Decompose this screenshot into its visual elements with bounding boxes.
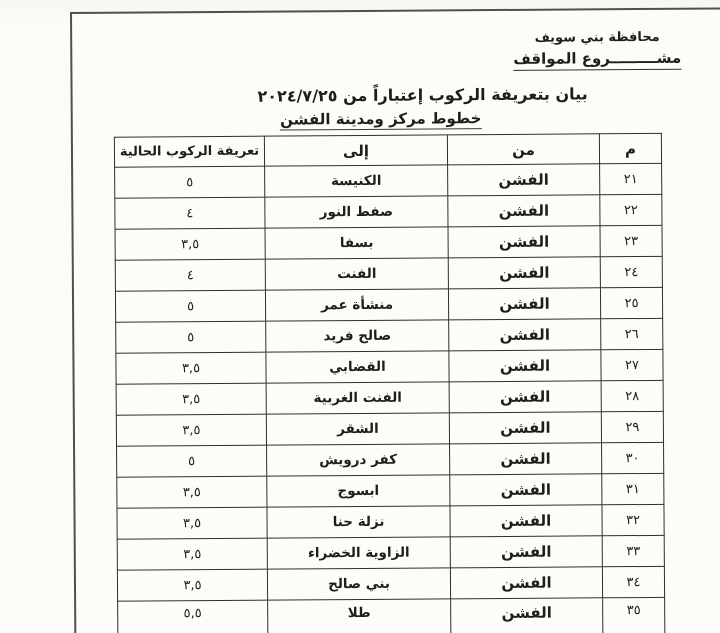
cell-to: طلا <box>268 599 451 633</box>
table-row <box>116 380 663 415</box>
cell-from: الفشن <box>449 350 601 382</box>
table-row <box>117 442 664 477</box>
fare-table-header <box>114 133 661 167</box>
table-row <box>115 194 662 229</box>
column-header-to: إلى <box>264 135 447 166</box>
cell-line-number: ٣٥ <box>603 597 665 633</box>
cell-fare: ٥,٥ <box>118 600 268 633</box>
cell-line-number: ٢٨ <box>601 380 663 411</box>
paper-page <box>70 7 720 633</box>
cell-to: صالح فريد <box>266 320 449 352</box>
cell-to: الكنيسة <box>265 165 448 197</box>
cell-from: الفشن <box>450 567 602 599</box>
org-header <box>492 30 702 71</box>
cell-line-number: ٢٥ <box>600 287 662 318</box>
cell-fare: ٣,٥ <box>116 383 266 415</box>
table-row <box>115 163 662 198</box>
cell-fare: ٣,٥ <box>117 569 267 601</box>
cell-to: الفنت الغربية <box>266 382 449 414</box>
cell-to: نزلة حنا <box>267 506 450 538</box>
column-header-fare: تعريفة الركوب الحالية <box>114 136 264 167</box>
cell-line-number: ٢٩ <box>601 411 663 442</box>
cell-from: الفشن <box>451 598 603 633</box>
cell-line-number: ٢٢ <box>600 194 662 225</box>
cell-to: كفر درويش <box>267 444 450 476</box>
cell-from: الفشن <box>448 257 600 289</box>
cell-from: الفشن <box>448 288 600 320</box>
document-title: بيان بتعريفة الركوب إعتباراً من ٢٠٢٤/٧/٢٥ <box>257 84 588 106</box>
table-row <box>115 287 662 322</box>
table-row <box>115 256 662 291</box>
cell-from: الفشن <box>448 195 600 227</box>
cell-from: الفشن <box>449 412 601 444</box>
table-row <box>116 349 663 384</box>
governorate-name: محافظة بني سويف <box>534 29 660 46</box>
cell-line-number: ٢٣ <box>600 225 662 256</box>
cell-fare: ٤ <box>115 197 265 229</box>
cell-fare: ٥ <box>115 290 265 322</box>
cell-line-number: ٢٦ <box>601 318 663 349</box>
cell-to: القضابي <box>266 351 449 383</box>
cell-from: الفشن <box>448 226 600 258</box>
cell-to: ابسوج <box>267 475 450 507</box>
table-row <box>117 473 664 508</box>
table-row <box>118 597 665 633</box>
cell-fare: ٤ <box>115 259 265 291</box>
cell-from: الفشن <box>450 505 602 537</box>
cell-fare: ٣,٥ <box>117 507 267 539</box>
cell-to: منشأة عمر <box>265 289 448 321</box>
column-header-from: من <box>447 134 599 165</box>
cell-to: بني صالح <box>267 568 450 600</box>
cell-line-number: ٣١ <box>602 473 664 504</box>
table-row <box>116 411 663 446</box>
cell-fare: ٥ <box>115 166 265 198</box>
fare-table-body <box>115 163 665 633</box>
header-row <box>114 133 661 167</box>
table-row <box>117 504 664 539</box>
column-header-number: م <box>599 133 661 163</box>
cell-from: الفشن <box>450 474 602 506</box>
cell-from: الفشن <box>450 443 602 475</box>
cell-from: الفشن <box>450 536 602 568</box>
cell-fare: ٣,٥ <box>116 414 266 446</box>
project-name-wrap <box>492 48 702 71</box>
cell-line-number: ٢٧ <box>601 349 663 380</box>
table-row <box>115 225 662 260</box>
cell-line-number: ٢٤ <box>600 256 662 287</box>
table-row <box>117 535 664 570</box>
cell-fare: ٣,٥ <box>116 352 266 384</box>
cell-to: صفط النور <box>265 196 448 228</box>
cell-line-number: ٢١ <box>600 163 662 194</box>
cell-fare: ٥ <box>117 445 267 477</box>
cell-fare: ٥ <box>116 321 266 353</box>
document-subtitle: خطوط مركز ومدينة الفشن <box>280 109 482 129</box>
document-subtitle-wrap <box>73 107 689 132</box>
cell-to: الزاوية الخضراء <box>267 537 450 569</box>
cell-line-number: ٣٤ <box>602 566 664 597</box>
cell-to: الفنت <box>265 258 448 290</box>
cell-from: الفشن <box>449 319 601 351</box>
cell-fare: ٣,٥ <box>117 538 267 570</box>
cell-line-number: ٣٣ <box>602 535 664 566</box>
cell-fare: ٣,٥ <box>115 228 265 260</box>
fare-table <box>114 133 666 633</box>
project-name: مشـــــــــروع المواقف <box>513 49 681 71</box>
cell-to: بسفا <box>265 227 448 259</box>
table-row <box>117 566 664 601</box>
table-row <box>116 318 663 353</box>
cell-from: الفشن <box>448 164 600 196</box>
cell-to: الشقر <box>266 413 449 445</box>
cell-from: الفشن <box>449 381 601 413</box>
cell-line-number: ٣٠ <box>602 442 664 473</box>
cell-fare: ٣,٥ <box>117 476 267 508</box>
cell-line-number: ٣٢ <box>602 504 664 535</box>
